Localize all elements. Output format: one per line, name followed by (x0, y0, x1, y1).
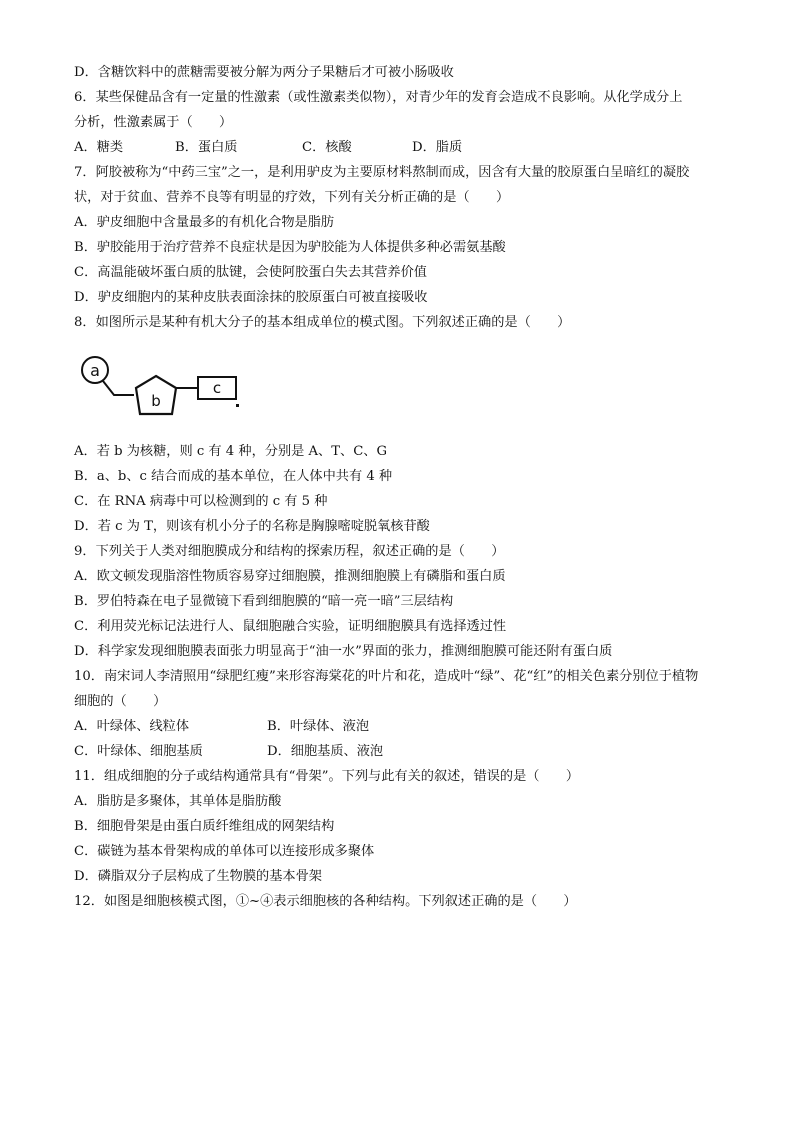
q6-stem-line2: 分析，性激素属于（ ） (74, 115, 233, 130)
q9-option-d: D．科学家发现细胞膜表面张力明显高于“油一水”界面的张力，推测细胞膜可能还附有蛋白质 (74, 644, 613, 659)
q7-option-a: A．驴皮细胞中含量最多的有机化合物是脂肪 (74, 215, 335, 230)
q10-option-c: C．叶绿体、细胞基质 (74, 744, 203, 759)
q12-stem: 12．如图是细胞核模式图，①~④表示细胞核的各种结构。下列叙述正确的是（ ） (74, 894, 577, 909)
q11-option-c: C．碳链为基本骨架构成的单体可以连接形成多聚体 (74, 844, 375, 859)
q10-option-d: D．细胞基质、液泡 (267, 744, 384, 759)
label-a: a (90, 361, 100, 380)
q7-stem-line2: 状，对于贫血、营养不良等有明显的疗效，下列有关分析正确的是（ ） (74, 190, 510, 205)
q9-option-b: B．罗伯特森在电子显微镜下看到细胞膜的“暗一亮一暗”三层结构 (74, 594, 454, 609)
q6-option-c: C．核酸 (302, 140, 352, 155)
q8-stem: 8．如图所示是某种有机大分子的基本组成单位的模式图。下列叙述正确的是（ ） (74, 315, 571, 330)
q10-stem-line2: 细胞的（ ） (74, 694, 167, 709)
q8-option-a: A．若 b 为核糖，则 c 有 4 种，分别是 A、T、C、G (74, 444, 388, 459)
label-b: b (151, 392, 161, 410)
q6-option-d: D．脂质 (412, 140, 463, 155)
q8-option-b: B．a、b、c 结合而成的基本单位，在人体中共有 4 种 (74, 469, 393, 484)
nucleotide-diagram (76, 350, 246, 420)
q7-option-d: D．驴皮细胞内的某种皮肤表面涂抹的胶原蛋白可被直接吸收 (74, 290, 428, 305)
q10-option-a: A．叶绿体、线粒体 (74, 719, 190, 734)
q11-option-a: A．脂肪是多聚体，其单体是脂肪酸 (74, 794, 282, 809)
q11-option-d: D．磷脂双分子层构成了生物膜的基本骨架 (74, 869, 322, 884)
q9-stem: 9．下列关于人类对细胞膜成分和结构的探索历程，叙述正确的是（ ） (74, 544, 505, 559)
q10-option-b: B．叶绿体、液泡 (267, 719, 370, 734)
bond-a-b (103, 381, 134, 395)
q10-stem-line1: 10．南宋词人李清照用“绿肥红瘦”来形容海棠花的叶片和花，造成叶“绿”、花“红”的相关色素分别位于植物 (74, 669, 699, 684)
q9-option-a: A．欧文顿发现脂溶性物质容易穿过细胞膜，推测细胞膜上有磷脂和蛋白质 (74, 569, 506, 584)
q9-option-c: C．利用荧光标记法进行人、鼠细胞融合实验，证明细胞膜具有选择透过性 (74, 619, 507, 634)
q8-option-d: D．若 c 为 T，则该有机小分子的名称是胸腺嘧啶脱氧核苷酸 (74, 519, 430, 534)
q5-option-d: D．含糖饮料中的蔗糖需要被分解为两分子果糖后才可被小肠吸收 (74, 65, 454, 80)
q8-option-c: C．在 RNA 病毒中可以检测到的 c 有 5 种 (74, 494, 328, 509)
label-c: c (212, 379, 222, 397)
q6-option-a: A．糖类 (74, 140, 124, 155)
q11-stem: 11．组成细胞的分子或结构通常具有“骨架”。下列与此有关的叙述，错误的是（ ） (74, 769, 580, 784)
q11-option-b: B．细胞骨架是由蛋白质纤维组成的网架结构 (74, 819, 335, 834)
q6-stem-line1: 6．某些保健品含有一定量的性激素（或性激素类似物），对青少年的发育会造成不良影响。从化学成分上 (74, 90, 683, 105)
scan-mark (236, 404, 239, 407)
q7-option-b: B．驴胶能用于治疗营养不良症状是因为驴胶能为人体提供多种必需氨基酸 (74, 240, 506, 255)
q7-stem-line1: 7．阿胶被称为“中药三宝”之一，是利用驴皮为主要原材料熬制而成，因含有大量的胶原蛋白呈暗红的凝胶 (74, 165, 690, 180)
q7-option-c: C．高温能破坏蛋白质的肽键，会使阿胶蛋白失去其营养价值 (74, 265, 427, 280)
q6-option-b: B．蛋白质 (175, 140, 238, 155)
